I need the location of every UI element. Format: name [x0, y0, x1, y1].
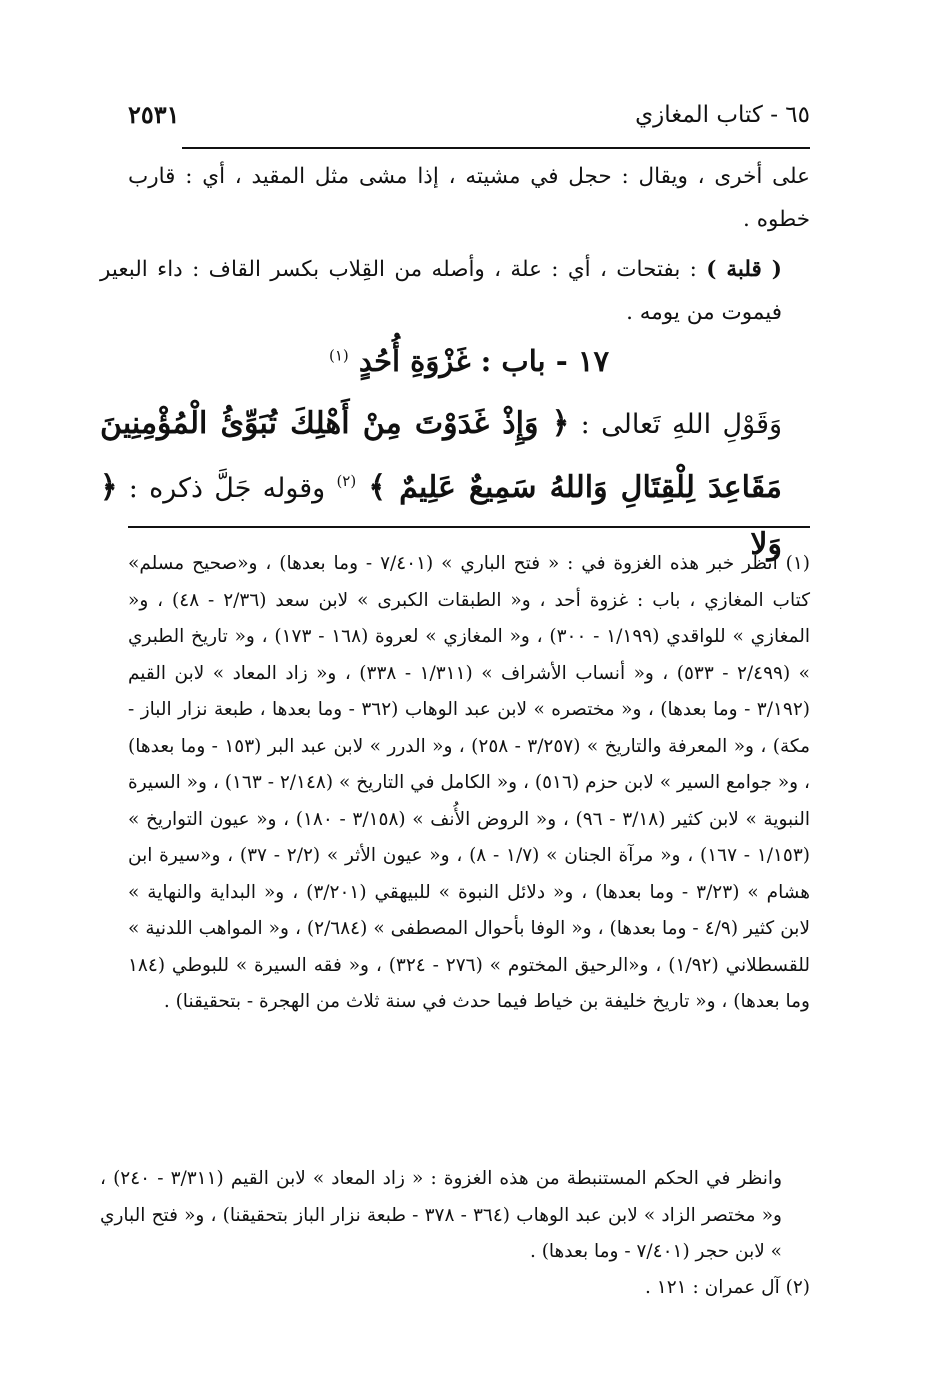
- running-header: [128, 98, 810, 138]
- verse-intro: وَقَوْلِ اللهِ تَعالى :: [569, 409, 783, 440]
- footnote-ref-1: (١): [328, 346, 349, 365]
- section-title-text: ١٧ - باب : غَزْوَةِ أُحُدٍ: [358, 344, 610, 378]
- footnote-2: (٢) آل عمران : ١٢١ .: [645, 1277, 810, 1298]
- page-number: ٢٥٣١: [128, 100, 180, 129]
- footnote-ref-2: (٢): [336, 472, 357, 490]
- quran-verse-open: ﴿ وَلا: [100, 470, 782, 562]
- chapter-heading: ٦٥ - كتاب المغازي: [635, 102, 810, 128]
- verse-continuation: وقوله جَلَّ ذكره :: [117, 473, 337, 504]
- gloss-text: : بفتحات ، أي : علة ، وأصله من القِلاب بكسر القاف : داء البعير فيموت من يومه .: [100, 257, 782, 325]
- footnote-1: (١) انظر خبر هذه الغزوة في : « فتح الباري » (٧/٤٠١ - وما بعدها) ، و«صحيح مسلم» كتاب المغازي ، باب : غزوة أحد ، و« الطبقات الكبرى » لابن سعد (٢/٣٦ - ٤٨) ، و« المغازي » للواقدي (١/١٩٩ - ٣٠٠) ، و« المغازي » لعروة (١٦٨ - ١٧٣) ، و« تاريخ الطبري » (٢/٤٩٩ - ٥٣٣) ، و« أنساب الأشراف » (١/٣١١ - ٣٣٨) ، و« زاد المعاد » لابن القيم (٣/١٩٢ - وما بعدها) ، و« مختصره » لابن عبد الوهاب (٣٦٢ - وما بعدها ، طبعة نزار الباز - مكة) ، و« المعرفة والتاريخ » (٣/٢٥٧ - ٢٥٨) ، و« الدرر » لابن عبد البر (١٥٣ - وما بعدها) ، و« جوامع السير » لابن حزم (٥١٦) ، و« الكامل في التاريخ » (٢/١٤٨ - ١٦٣) ، و« السيرة النبوية » لابن كثير (٣/١٨ - ٩٦) ، و« الروض الأُنف » (٣/١٥٨ - ١٨٠) ، و« عيون التواريخ » (١/١٥٣ - ١٦٧) ، و« مرآة الجنان » (١/٧ - ٨) ، و« عيون الأثر » (٢/٢ - ٣٧) ، و«سيرة ابن هشام » (٣/٢٣ - وما بعدها) ، و« دلائل النبوة » للبيهقي (٣/٢٠١) ، و« البداية والنهاية » لابن كثير (٤/٩ - وما بعدها) ، و« الوفا بأحوال المصطفى » (٢/٦٨٤) ، و« المواهب اللدنية » للقسطلاني (١/٩٢) ، و«الرحيق المختوم » (٢٧٦ - ٣٢٤) ، و« فقه السيرة » للبوطي (١٨٤ وما بعدها) ، و« تاريخ خليفة بن خياط فيما حدث في سنة ثلاث من الهجرة - بتحقيقنا) .: [128, 553, 811, 1012]
- glossed-term: ( قلبة ): [706, 257, 782, 282]
- header-rule: [182, 147, 810, 149]
- quran-verse: ﴿ وَإِذْ غَدَوْتَ مِنْ أَهْلِكَ تُبَوِّئُ الْمُؤْمِنِينَ مَقَاعِدَ لِلْقِتَالِ وَاللهُ سَمِيعٌ عَلِيمٌ ﴾: [100, 406, 782, 505]
- footnote-separator: [128, 526, 810, 528]
- footnote-1-continuation: وانظر في الحكم المستنبطة من هذه الغزوة : « زاد المعاد » لابن القيم (٣/٣١١ - ٢٤٠) ، و« مختصر الزاد » لابن عبد الوهاب (٣٦٤ - ٣٧٨ - طبعة نزار الباز بتحقيقنا) ، و« فتح الباري » لابن حجر (٧/٤٠١ - وما بعدها) .: [100, 1168, 783, 1262]
- book-page: [100, 98, 811, 1298]
- body-paragraph-2: [100, 248, 810, 334]
- section-title: [128, 344, 810, 378]
- body-paragraph-1: على أخرى ، ويقال : حجل في مشيته ، إذا مشى مثل المقيد ، أي : قارب خطوه .: [128, 164, 810, 232]
